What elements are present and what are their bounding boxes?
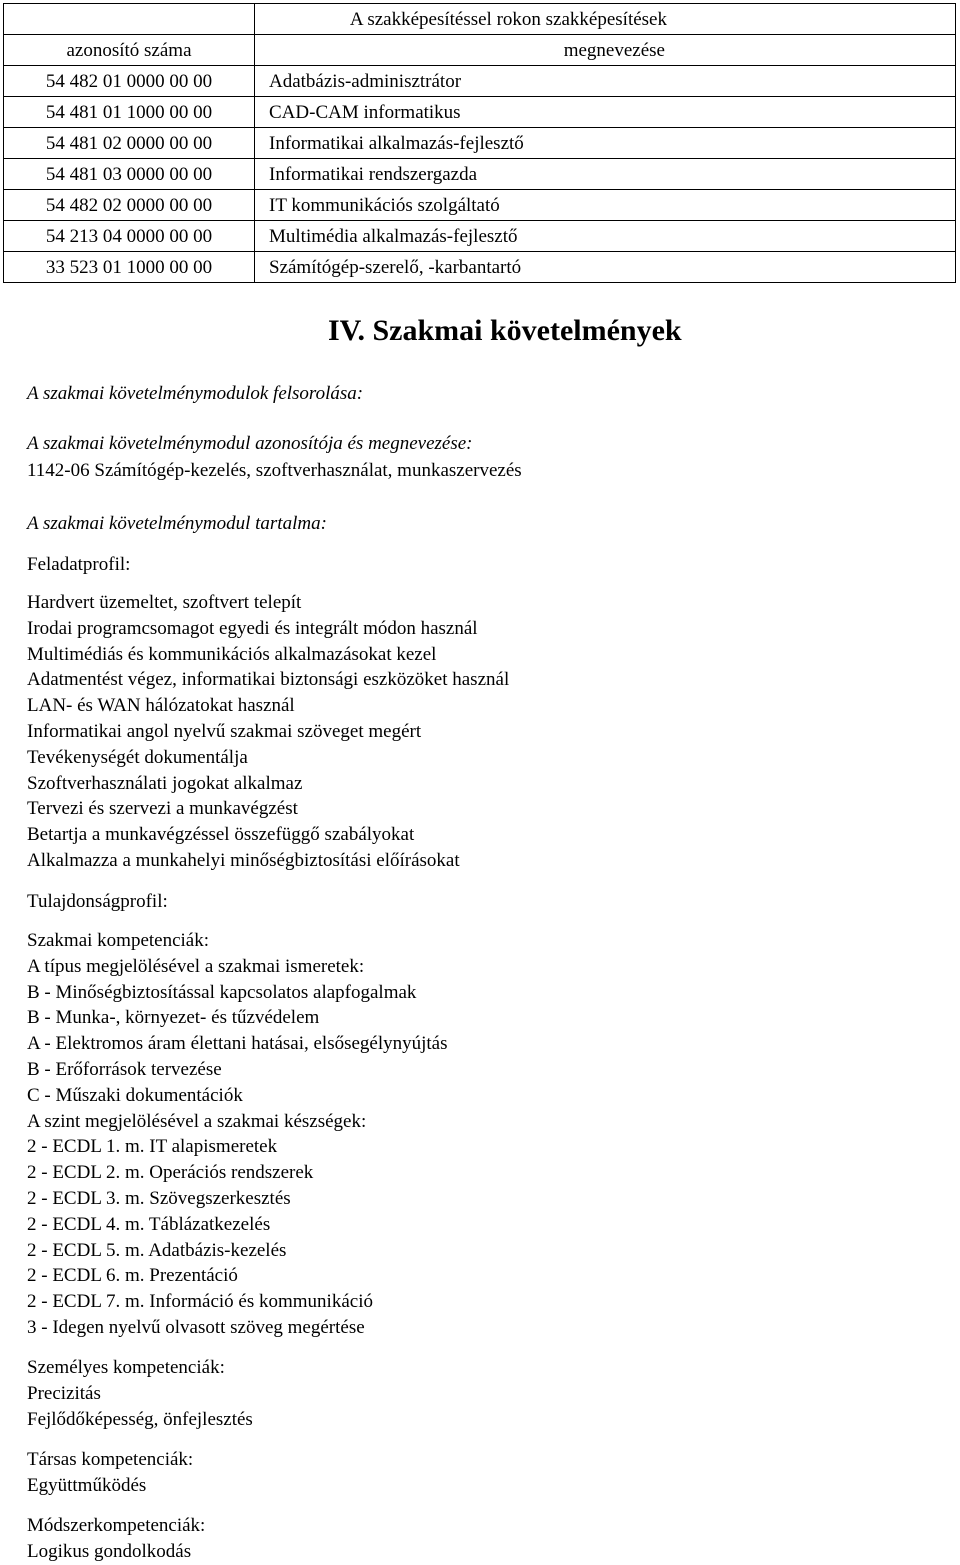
list-item: Együttműködés	[27, 1474, 147, 1496]
qualification-name: Adatbázis-adminisztrátor	[255, 66, 956, 97]
table-row	[4, 128, 956, 159]
list-item: Szoftverhasználati jogokat alkalmaz	[27, 772, 303, 794]
personal-competencies-list	[27, 1355, 253, 1432]
list-item: Tevékenységét dokumentálja	[27, 746, 248, 768]
list-item: Hardvert üzemeltet, szoftvert telepít	[27, 592, 302, 613]
table-row	[4, 159, 956, 190]
table-row	[4, 97, 956, 128]
list-item: Adatmentést végez, informatikai biztonsági eszközöket használ	[27, 669, 510, 691]
task-profile-list	[27, 590, 509, 874]
task-profile-heading: Feladatprofil:	[27, 554, 131, 575]
list-item: 3 - Idegen nyelvű olvasott szöveg megértése	[27, 1316, 365, 1338]
list-item: Tervezi és szervezi a munkavégzést	[27, 798, 298, 820]
list-item: 2 - ECDL 3. m. Szövegszerkesztés	[27, 1187, 291, 1209]
list-item: Betartja a munkavégzéssel összefüggő szabályokat	[27, 824, 415, 846]
list-item: B - Munka-, környezet- és tűzvédelem	[27, 1007, 320, 1029]
qualification-code: 54 213 04 0000 00 00	[4, 221, 255, 252]
list-item: 2 - ECDL 6. m. Prezentáció	[27, 1265, 238, 1287]
list-item: Informatikai angol nyelvű szakmai szöveget megért	[27, 720, 422, 742]
qualification-name: Multimédia alkalmazás-fejlesztő	[255, 221, 956, 252]
table-subheader-row	[4, 35, 956, 66]
list-item: Alkalmazza a munkahelyi minőségbiztosítási előírásokat	[27, 849, 460, 871]
module-content-heading: A szakmai követelménymodul tartalma:	[27, 513, 327, 534]
table-header-blank-cell	[4, 4, 255, 35]
qualification-code: 54 481 03 0000 00 00	[4, 159, 255, 190]
qualification-name: CAD-CAM informatikus	[255, 97, 956, 128]
list-item: A típus megjelölésével a szakmai ismeretek:	[27, 955, 365, 977]
list-item: 2 - ECDL 7. m. Információ és kommunikáció	[27, 1291, 373, 1313]
list-item: Módszerkompetenciák:	[27, 1515, 206, 1536]
qualification-code: 54 481 01 1000 00 00	[4, 97, 255, 128]
list-item: B - Erőforrások tervezése	[27, 1058, 222, 1080]
method-competencies-list	[27, 1513, 205, 1565]
table-header-row	[4, 4, 956, 35]
qualification-code: 33 523 01 1000 00 00	[4, 252, 255, 283]
table-row	[4, 221, 956, 252]
property-profile-heading: Tulajdonságprofil:	[27, 891, 168, 912]
list-item: LAN- és WAN hálózatokat használ	[27, 695, 295, 717]
qualification-name: IT kommunikációs szolgáltató	[255, 190, 956, 221]
column-header-name: megnevezése	[255, 35, 956, 66]
module-id-heading: A szakmai követelménymodul azonosítója és megnevezése:	[27, 433, 473, 454]
list-item: C - Műszaki dokumentációk	[27, 1084, 243, 1106]
social-competencies-list	[27, 1447, 193, 1499]
qualification-name: Számítógép-szerelő, -karbantartó	[255, 252, 956, 283]
section-title: IV. Szakmai követelmények	[328, 314, 682, 347]
table-row	[4, 66, 956, 97]
table-row	[4, 252, 956, 283]
list-item: A szint megjelölésével a szakmai készségek:	[27, 1110, 367, 1132]
qualification-name: Informatikai rendszergazda	[255, 159, 956, 190]
list-item: 2 - ECDL 4. m. Táblázatkezelés	[27, 1213, 271, 1235]
list-item: Multimédiás és kommunikációs alkalmazásokat kezel	[27, 643, 437, 665]
module-id-value: 1142-06 Számítógép-kezelés, szoftverhasználat, munkaszervezés	[27, 460, 522, 481]
table-row	[4, 190, 956, 221]
list-item: 2 - ECDL 1. m. IT alapismeretek	[27, 1136, 278, 1158]
list-item: A - Elektromos áram élettani hatásai, elsősegélynyújtás	[27, 1033, 448, 1055]
qualification-code: 54 482 02 0000 00 00	[4, 190, 255, 221]
qualification-name: Informatikai alkalmazás-fejlesztő	[255, 128, 956, 159]
professional-competencies-list	[27, 928, 448, 1341]
list-item: Fejlődőképesség, önfejlesztés	[27, 1408, 253, 1430]
list-item: B - Minőségbiztosítással kapcsolatos alapfogalmak	[27, 981, 417, 1003]
list-item: Szakmai kompetenciák:	[27, 930, 210, 951]
list-item: Irodai programcsomagot egyedi és integrált módon használ	[27, 617, 478, 639]
qualification-code: 54 481 02 0000 00 00	[4, 128, 255, 159]
qualification-code: 54 482 01 0000 00 00	[4, 66, 255, 97]
list-item: Társas kompetenciák:	[27, 1449, 194, 1470]
modules-heading: A szakmai követelménymodulok felsorolása:	[27, 383, 364, 404]
list-item: 2 - ECDL 5. m. Adatbázis-kezelés	[27, 1239, 287, 1261]
column-header-code: azonosító száma	[4, 35, 255, 66]
table-header-title: A szakképesítéssel rokon szakképesítések	[255, 4, 956, 35]
list-item: 2 - ECDL 2. m. Operációs rendszerek	[27, 1162, 314, 1184]
list-item: Precizitás	[27, 1382, 101, 1404]
list-item: Személyes kompetenciák:	[27, 1357, 225, 1378]
related-qualifications-table	[3, 3, 956, 283]
list-item: Logikus gondolkodás	[27, 1540, 192, 1562]
